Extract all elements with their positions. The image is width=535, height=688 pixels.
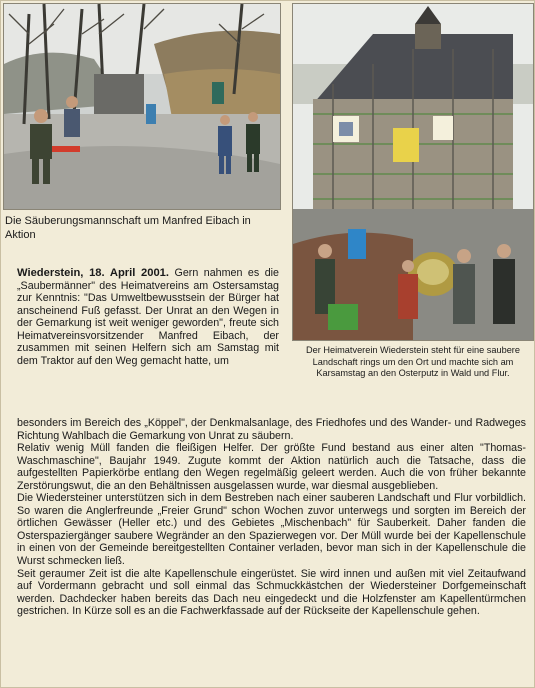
cleanup-crew-photo — [3, 3, 281, 210]
article-paragraph: Die Wiedersteiner unterstützen sich in dem Bestreben nach einer sauberen Landschaft und Flur vorbildlich. So waren die Anglerfreunde „Freier Grund" schon Wochen zuvor unterwegs und sorgten im Bereich der örtlichen Gewässer (Heller etc.) und des Gebietes „Mischenbach" für Sauberkeit. Daher fanden die Osterspaziergänger saubere Wegränder an den Spazierwegen vor. Der Müll wurde bei der Kapellenschule in einen von der Gemeinde bereitgestellten Container verladen, bevor man sich in der Kapellenschule die Wurst schmecken ließ. — [17, 492, 526, 568]
article-body — [17, 417, 526, 618]
article-dateline: Wiederstein, 18. April 2001. — [17, 267, 169, 279]
left-photo-caption: Die Säuberungsmannschaft um Manfred Eibach in Aktion — [5, 215, 251, 241]
chapel-school-photo — [292, 3, 534, 341]
article-paragraph: Relativ wenig Müll fanden die fleißigen Helfer. Der größte Fund bestand aus einer alten "Thomas-Waschmaschine", Baujahr 1949. Zugute kommt der Aktion natürlich auch die Tatsache, dass die aufgestellten Papierkörbe entlang den Wegen regelmäßig geleert werden. Auch die von früher bekannte Zerstörungswut, die an den Behältnissen ausgelassen wurde, war diesmal ausgeblieben. — [17, 442, 526, 492]
article-lead-continuation: besonders im Bereich des „Köppel", der Denkmalsanlage, des Friedhofes und des Wander- und Radweges Richtung Wahlbach die Gemarkung von Unrat zu säubern. — [17, 417, 526, 442]
article-lead-text: Gern nahmen es die „Saubermänner" des Heimatvereins am Ostersamstag zur Kenntnis: "Das Umweltbewusstsein der Bürger hat anscheinend Fuß gefasst. Der Unrat an den Wegen in der Gemarkung ist weit weniger geworden", freute sich Heimatvereinsvorsitzender Manfred Eibach, der zusammen mit seinen Helfern sich am Samstag mit dem Traktor auf den Weg gemacht hatte, um — [17, 267, 279, 367]
article-lead — [17, 267, 279, 367]
article-paragraph: Seit geraumer Zeit ist die alte Kapellenschule eingerüstet. Sie wird innen und außen mit viel Zeitaufwand auf Vordermann gebracht und soll einmal das Schmuckkästchen der Wiedersteiner Dorfgemeinschaft werden. Dachdecker haben bereits das Dach neu eingedeckt und die Holzfenster am Kapellentürmchen gestrichen. In Kürze soll es an die Fachwerkfassade auf der Rückseite der Kapellenschule gehen. — [17, 567, 526, 618]
cleanup-crew-illustration — [4, 4, 280, 209]
right-photo-caption: Der Heimatverein Wiederstein steht für eine saubere Landschaft rings um den Ort und machte sich am Karsamstag an den Osterputz in Wald und Flur. — [306, 345, 520, 379]
chapel-school-illustration — [293, 4, 533, 340]
